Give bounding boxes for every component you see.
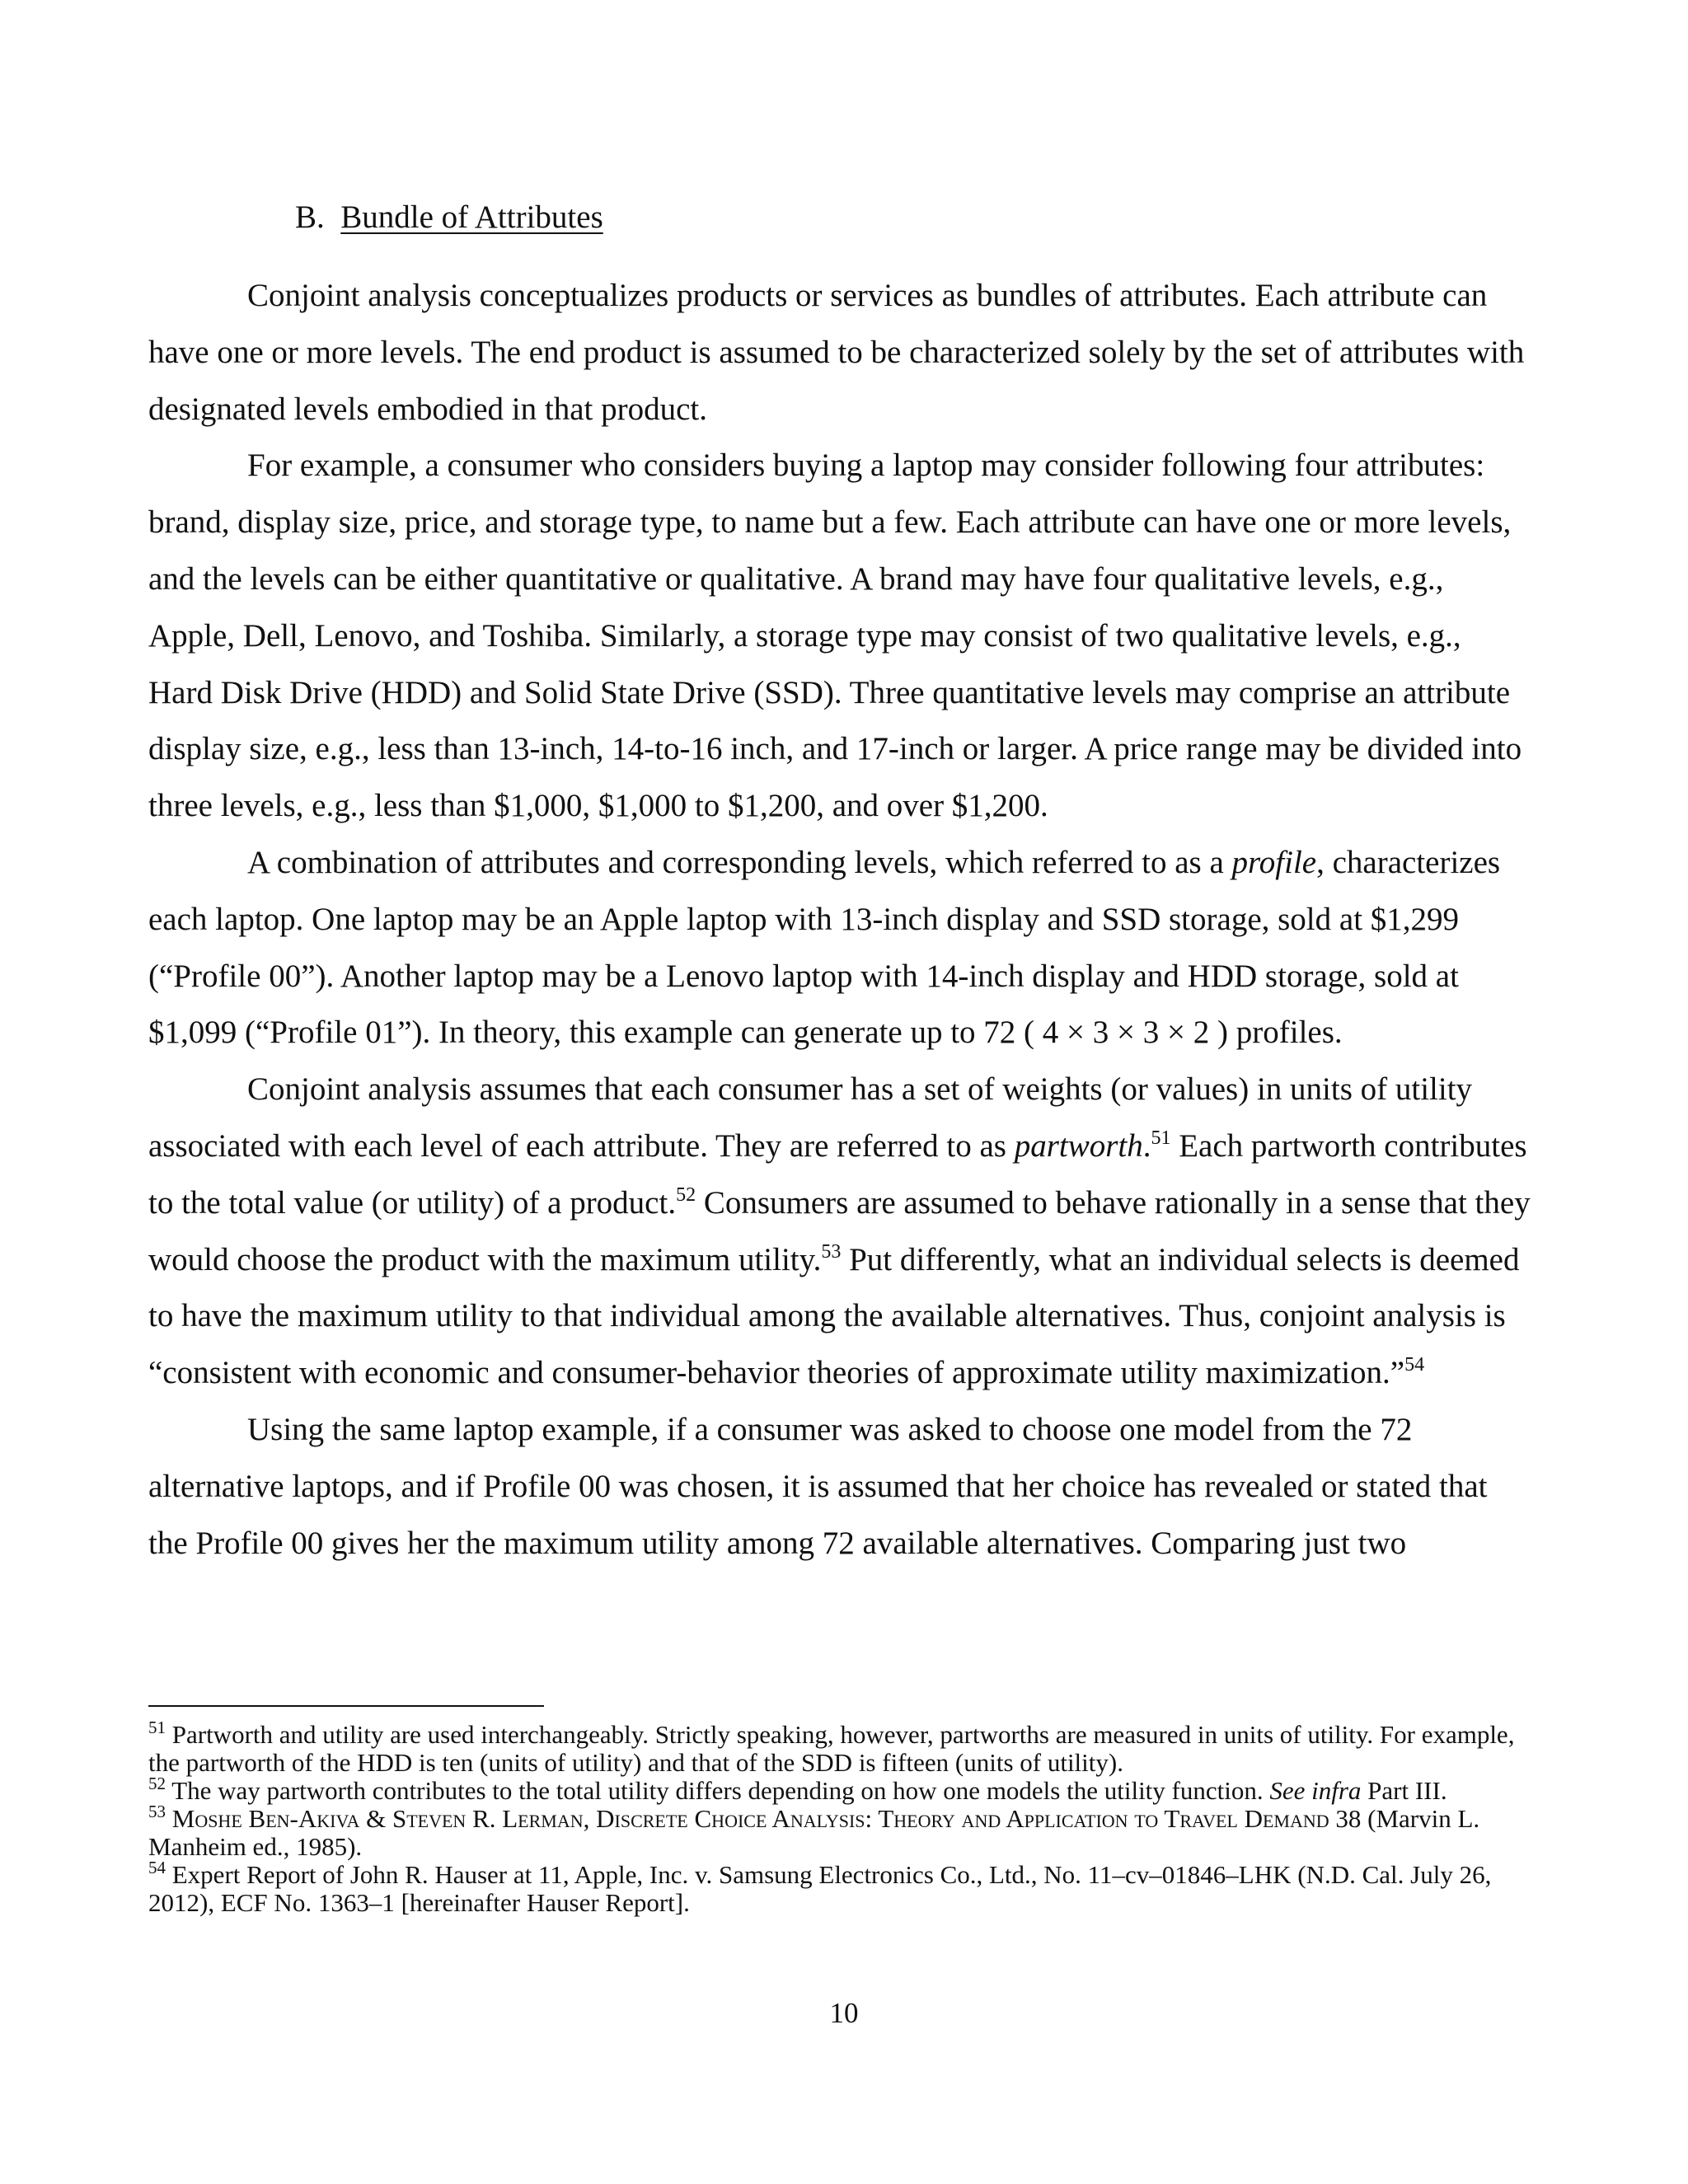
partworth-term: partworth <box>1014 1127 1143 1164</box>
paragraph-5: Using the same laptop example, if a consumer was asked to choose one model from the 72 alternative laptops, and if Profile 00 was chosen, it is assumed that her choice has revealed or stated that the Profile 00 gives her the maximum utility among 72 available alternatives. Comparing just two <box>148 1411 1488 1561</box>
footnote-ref-54[interactable]: 54 <box>1404 1354 1425 1376</box>
section-heading <box>295 196 603 239</box>
footnote-number: 54 <box>148 1858 166 1877</box>
footnote-text-tail: Part III. <box>1361 1776 1447 1805</box>
footnote-text-tail: 38 (Marvin L. Manheim ed., 1985). <box>148 1804 1480 1861</box>
section-title: Bundle of Attributes <box>340 199 603 235</box>
paragraph-3-text-b: , characterizes each laptop. One laptop may be an Apple laptop with 13-inch display and SSD storage, sold at $1,299 (“Profile 00”). Another laptop may be a Lenovo laptop with 14-inch display and HDD storage, sold at $1,099 (“Profile 01”). In theory, this example can generate up to 72 ( 4 × 3 × 3 × 2 ) profiles. <box>148 844 1501 1051</box>
section-label: B. <box>295 199 325 235</box>
footnote-ref-51[interactable]: 51 <box>1151 1127 1171 1149</box>
footnotes <box>148 1718 1541 1917</box>
paragraph-2: For example, a consumer who considers buying a laptop may consider following four attributes: brand, display size, price, and storage type, to name but a few. Each attribute can have one or more levels, and the levels can be either quantitative or qualitative. A brand may have four qualitative levels, e.g., Apple, Dell, Lenovo, and Toshiba. Similarly, a storage type may consist of two qualitative levels, e.g., Hard Disk Drive (HDD) and Solid State Drive (SSD). Three quantitative levels may comprise an attribute display size, e.g., less than 13-inch, 14-to-16 inch, and 17-inch or larger. A price range may be divided into three levels, e.g., less than $1,000, $1,000 to $1,200, and over $1,200. <box>148 448 1522 824</box>
footnote-text: The way partworth contributes to the total utility differs depending on how one models the utility function. <box>166 1776 1270 1805</box>
footnote-number: 51 <box>148 1718 166 1737</box>
footnote-ref-52[interactable]: 52 <box>676 1183 696 1206</box>
footnote-number: 53 <box>148 1802 166 1821</box>
footnote-divider <box>148 1705 544 1707</box>
paragraph-1: Conjoint analysis conceptualizes products or services as bundles of attributes. Each attribute can have one or more levels. The end product is assumed to be characterized solely by the set of attributes with designated levels embodied in that product. <box>148 278 1525 427</box>
footnote-number: 52 <box>148 1774 166 1793</box>
profile-term: profile <box>1231 844 1317 880</box>
footnote-53 <box>148 1802 1541 1861</box>
body-text <box>148 268 1533 1572</box>
book-citation: Moshe Ben-Akiva & Steven R. Lerman, Discrete Choice Analysis: Theory and Application to Travel Demand <box>166 1804 1329 1833</box>
footnote-52 <box>148 1774 1541 1805</box>
paragraph-4 <box>148 1062 1533 1402</box>
signal-see-infra: See infra <box>1269 1776 1362 1805</box>
paragraph-3 <box>148 835 1533 1062</box>
paragraph-4-text-d: Consumers are assumed to behave rationally in a sense that they would choose the product with the maximum utility. <box>148 1184 1531 1277</box>
paragraph-4-text-b: . <box>1142 1127 1151 1164</box>
footnote-51 <box>148 1718 1541 1777</box>
footnote-text: Partworth and utility are used interchangeably. Strictly speaking, however, partworths are measured in units of utility. For example, the partworth of the HDD is ten (units of utility) and that of the SDD is fifteen (units of utility). <box>148 1720 1515 1777</box>
paragraph-4-text-a: Conjoint analysis assumes that each consumer has a set of weights (or values) in units of utility associated with each level of each attribute. They are referred to as <box>148 1071 1473 1164</box>
paragraph-3-text-a: A combination of attributes and corresponding levels, which referred to as a <box>247 844 1232 880</box>
page-number: 10 <box>829 1997 859 2029</box>
footnote-ref-53[interactable]: 53 <box>821 1240 842 1263</box>
footnote-54 <box>148 1858 1541 1917</box>
footnote-text: Expert Report of John R. Hauser at 11, Apple, Inc. v. Samsung Electronics Co., Ltd., No. 11–cv–01846–LHK (N.D. Cal. July 26, 2012), ECF No. 1363–1 [hereinafter Hauser Report]. <box>148 1860 1492 1917</box>
paragraph-4-text-e: Put differently, what an individual selects is deemed to have the maximum utility to that individual among the available alternatives. Thus, conjoint analysis is “consistent with economic and consumer-behavior theories of approximate utility maximization.” <box>148 1241 1520 1391</box>
paragraph-4-text-c: Each partworth contributes to the total value (or utility) of a product. <box>148 1127 1527 1221</box>
